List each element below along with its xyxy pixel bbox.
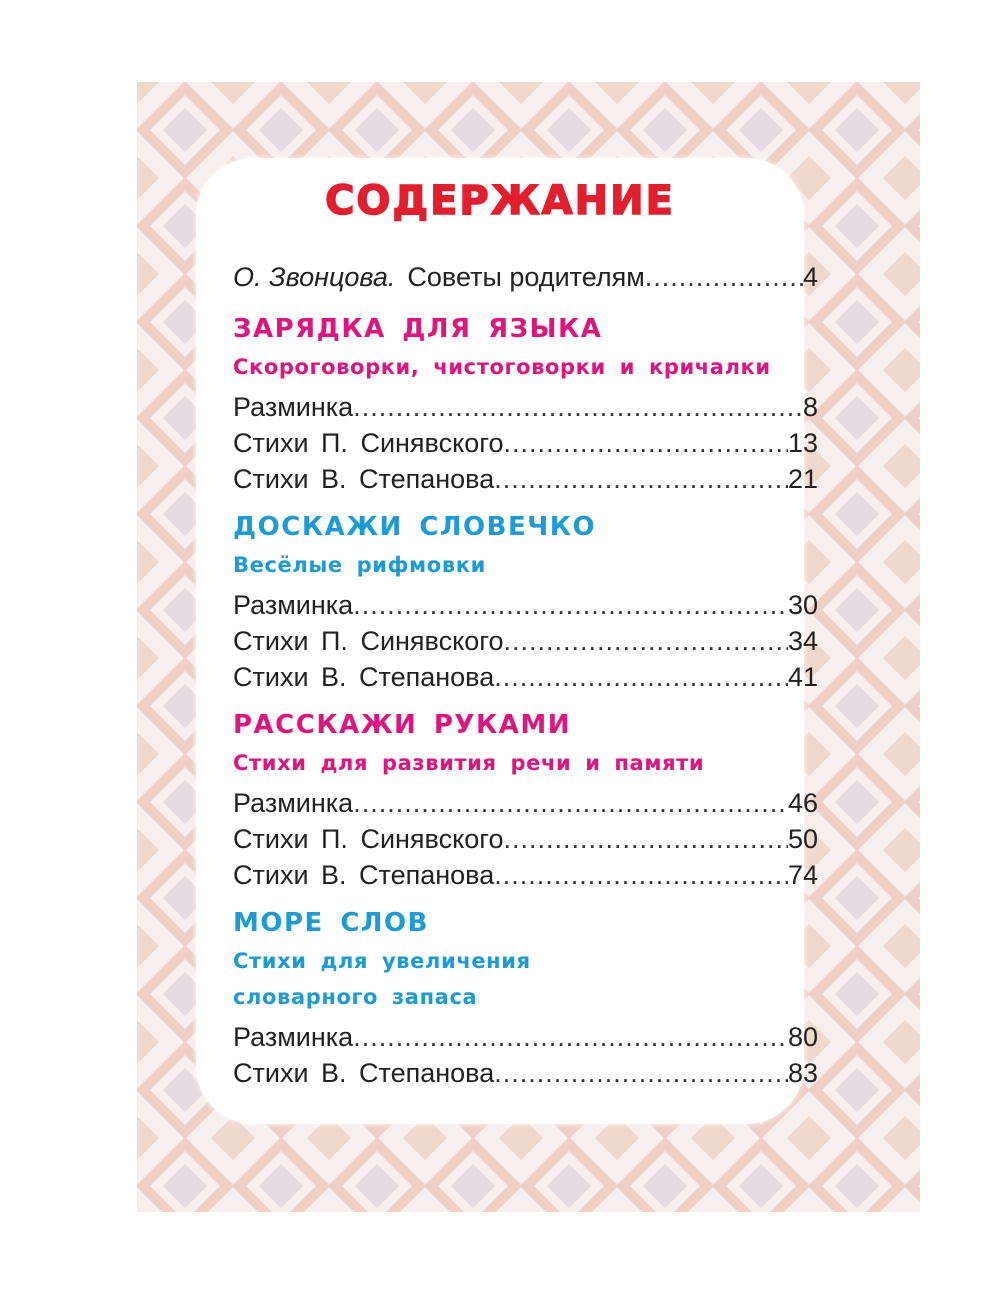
entry-page-number: 83 [787,1058,818,1088]
entry-label: Стихи П. Синявского [233,428,504,458]
toc-entry[interactable] [233,389,818,425]
section-subtitle: Стихи для развития речи и памяти [233,751,705,775]
toc-entry[interactable] [233,425,818,461]
toc-entry[interactable] [233,857,818,893]
toc-section [233,705,818,893]
entry-page-number: 13 [787,428,818,458]
leader-dots [494,461,788,497]
entry-label: Разминка [233,392,354,422]
leader-dots [504,425,788,461]
leader-dots [353,587,788,623]
entry-page-number: 8 [802,392,818,422]
leader-dots [504,821,788,857]
section-title[interactable]: РАССКАЖИ РУКАМИ [233,710,571,740]
entry-page-number: 50 [787,824,818,854]
toc-entry[interactable] [233,1019,818,1055]
entry-label: Стихи В. Степанова [233,1058,495,1088]
toc-entry[interactable] [233,461,818,497]
leader-dots [353,389,803,425]
toc-entry[interactable] [233,587,818,623]
entry-page-number: 41 [787,662,818,692]
entry-page-number: 34 [787,626,818,656]
entry-label: Разминка [233,788,354,818]
section-subtitle: Весёлые рифмовки [233,553,486,577]
leader-dots [353,1019,788,1055]
toc-section [233,507,818,695]
toc-entry[interactable] [233,623,818,659]
entry-label: Разминка [233,1022,354,1052]
intro-label: Советы родителям [407,262,645,292]
table-of-contents [233,255,818,1091]
toc-intro-entry[interactable] [233,255,818,299]
page-title: СОДЕРЖАНИЕ [325,178,675,224]
intro-page-number: 4 [802,262,818,292]
leader-dots [504,623,788,659]
section-subtitle: словарного запаса [233,985,478,1009]
section-title[interactable]: МОРЕ СЛОВ [233,908,429,938]
toc-section [233,903,818,1091]
entry-label: Разминка [233,590,354,620]
entry-label: Стихи П. Синявского [233,824,504,854]
entry-label: Стихи В. Степанова [233,860,495,890]
leader-dots [494,857,788,893]
toc-entry[interactable] [233,1055,818,1091]
entry-page-number: 80 [787,1022,818,1052]
leader-dots [353,785,788,821]
entry-page-number: 30 [787,590,818,620]
toc-section [233,309,818,497]
toc-entry[interactable] [233,785,818,821]
section-subtitle: Скороговорки, чистоговорки и кричалки [233,355,771,379]
section-title[interactable]: ДОСКАЖИ СЛОВЕЧКО [233,512,597,542]
leader-dots [494,1055,788,1091]
entry-page-number: 74 [787,860,818,890]
toc-entry[interactable] [233,659,818,695]
leader-dots [494,659,788,695]
toc-entry[interactable] [233,821,818,857]
entry-label: Стихи В. Степанова [233,464,495,494]
entry-label: Стихи В. Степанова [233,662,495,692]
section-title[interactable]: ЗАРЯДКА ДЛЯ ЯЗЫКА [233,314,603,344]
entry-label: Стихи П. Синявского [233,626,504,656]
entry-page-number: 21 [787,464,818,494]
intro-author: О. Звонцова. [233,262,396,292]
leader-dots [645,255,803,299]
section-subtitle: Стихи для увеличения [233,949,531,973]
entry-page-number: 46 [787,788,818,818]
